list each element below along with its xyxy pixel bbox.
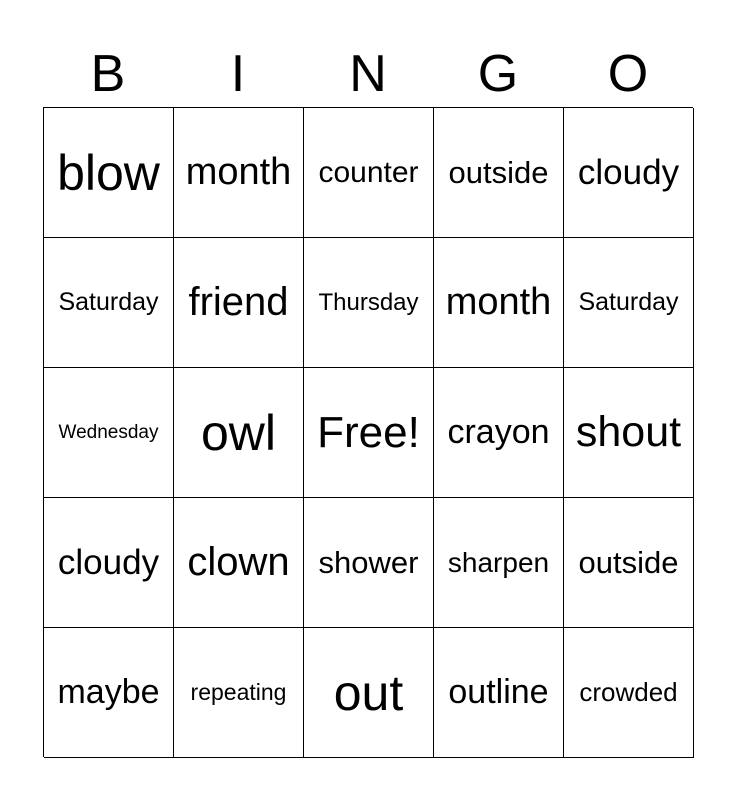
cell-word: friend [188,280,289,324]
cell-word: out [333,664,404,721]
bingo-cell [564,238,694,368]
cell-word: blow [57,144,160,201]
cell-word: Wednesday [58,421,159,443]
bingo-cell [434,238,564,368]
bingo-cell [304,628,434,758]
header-letter-b: B [90,45,126,103]
cell-word: outside [448,154,549,190]
cell-word: Thursday [318,288,419,316]
bingo-cell [174,368,304,498]
bingo-cell [174,238,304,368]
bingo-cell [564,368,694,498]
bingo-cell [44,108,174,238]
cell-word: owl [200,404,277,461]
cell-word: Saturday [578,288,679,316]
bingo-cell [564,498,694,628]
header-letter-o: O [607,45,649,103]
cell-word: crayon [447,413,550,451]
bingo-cell [304,498,434,628]
cell-word: month [445,281,552,323]
bingo-cell [304,108,434,238]
bingo-header [43,40,693,108]
header-letter-g: G [477,45,519,103]
cell-word: cloudy [57,542,160,582]
cell-word: sharpen [447,546,550,578]
cell-word: crowded [579,677,678,707]
bingo-cell [174,108,304,238]
bingo-cell [564,108,694,238]
bingo-cell [44,628,174,758]
bingo-cell [174,498,304,628]
cell-word: repeating [190,679,287,705]
bingo-cell [434,108,564,238]
free-space-cell [304,368,434,498]
bingo-cell [44,368,174,498]
cell-word: maybe [57,673,160,711]
free-space-label: Free! [317,407,420,457]
cell-word: Saturday [58,288,159,316]
cell-word: cloudy [577,152,680,192]
bingo-cell [434,628,564,758]
cell-word: shout [575,408,682,456]
bingo-cell [434,368,564,498]
cell-word: shower [318,544,419,580]
cell-word: month [185,151,292,193]
bingo-cell [44,238,174,368]
bingo-cell [304,238,434,368]
bingo-cell [174,628,304,758]
header-letter-i: I [230,45,246,103]
cell-word: outline [448,673,549,711]
bingo-cell [44,498,174,628]
cell-word: counter [318,155,419,189]
bingo-cell [434,498,564,628]
cell-word: outside [578,544,679,580]
header-letter-n: N [349,45,387,103]
bingo-cell [564,628,694,758]
bingo-card-grid [43,107,693,757]
cell-word: clown [187,540,290,584]
